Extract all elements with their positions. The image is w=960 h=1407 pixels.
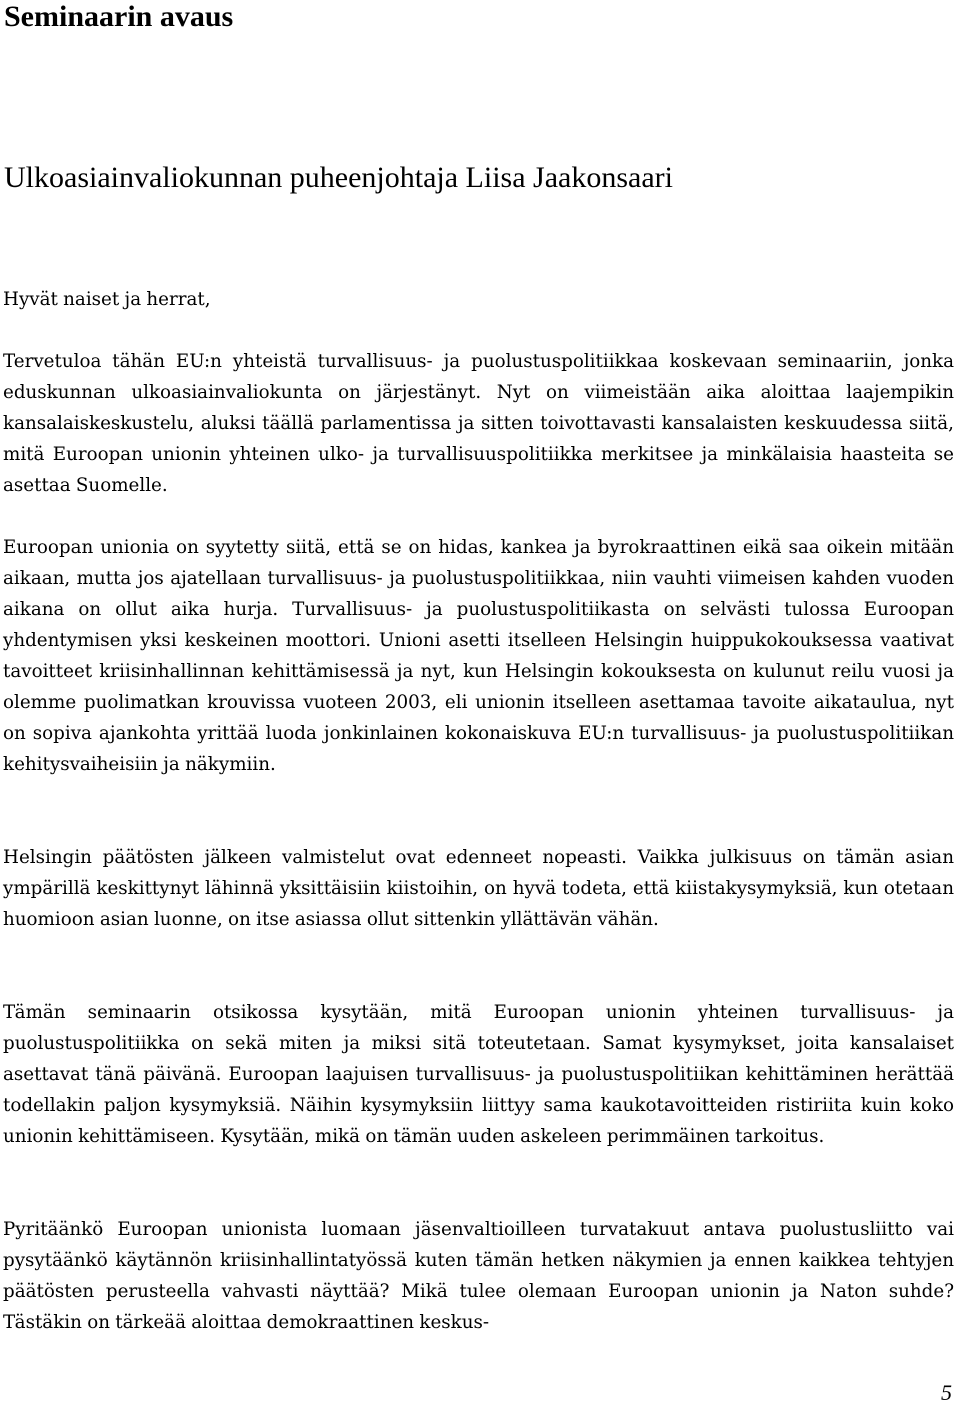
speaker-heading: Ulkoasiainvaliokunnan puheenjohtaja Liisa Jaakonsaari [4, 161, 673, 194]
paragraph [3, 997, 954, 1152]
paragraph-text: Pyritäänkö Euroopan unionista luomaan jäsenvaltioilleen turvatakuut antava puolustusliitto vai pysytäänkö käytännön kriisinhallintatyössä kuten tämän hetken näkymien ja ennen kaikkea tehtyjen päätösten perusteella vahvasti näyttää? Mikä tulee olemaan Euroopan unionin ja Naton suhde? Tästäkin on tärkeää aloittaa demokraattinen keskus- [3, 1219, 954, 1333]
paragraph [3, 532, 954, 780]
paragraph [3, 346, 954, 501]
paragraph-text: Tervetuloa tähän EU:n yhteistä turvallisuus- ja puolustuspolitiikkaa koskevaan seminaariin, jonka eduskunnan ulkoasiainvaliokunta on järjestänyt. Nyt on viimeistään aika aloittaa laajempikin kansalaiskeskustelu, aluksi täällä parlamentissa ja sitten toivottavasti kansalaisten keskuudessa siitä, mitä Euroopan unionin yhteinen ulko- ja turvallisuuspolitiikka merkitsee ja minkälaisia haasteita se asettaa Suomelle. [3, 351, 954, 496]
paragraph-text: Helsingin päätösten jälkeen valmistelut ovat edenneet nopeasti. Vaikka julkisuus on tämän asian ympärillä keskittynyt lähinnä yksittäisiin kiistoihin, on hyvä todeta, että kiistakysymyksiä, kun otetaan huomioon asian luonne, on itse asiassa ollut sittenkin yllättävän vähän. [3, 847, 954, 930]
paragraph-text: Tämän seminaarin otsikossa kysytään, mitä Euroopan unionin yhteinen turvallisuus- ja puolustuspolitiikka on sekä miten ja miksi sitä toteutetaan. Samat kysymykset, joita kansalaiset asettavat tänä päivänä. Euroopan laajuisen turvallisuus- ja puolustuspolitiikan kehittäminen herättää todellakin paljon kysymyksiä. Näihin kysymyksiin liittyy sama kaukotavoitteiden ristiriita kuin koko unionin kehittämiseen. Kysytään, mikä on tämän uuden askeleen perimmäinen tarkoitus. [3, 1002, 954, 1147]
section-title: Seminaarin avaus [4, 0, 234, 33]
paragraph [3, 1214, 954, 1338]
greeting-text: Hyvät naiset ja herrat, [3, 289, 211, 310]
greeting [3, 284, 954, 315]
paragraph-text: Euroopan unionia on syytetty siitä, että se on hidas, kankea ja byrokraattinen eikä saa oikein mitään aikaan, mutta jos ajatellaan turvallisuus- ja puolustuspolitiikkaa, niin vauhti viimeisen kahden vuoden aikana on ollut aika hurja. Turvallisuus- ja puolustuspolitiikasta on selvästi tulossa Euroopan yhdentymisen yksi keskeinen moottori. Unioni asetti itselleen Helsingin huippukokouksessa vaativat tavoitteet kriisinhallinnan kehittämisessä ja nyt, kun Helsingin kokouksesta on kulunut reilu vuosi ja olemme puolimatkan krouvissa vuoteen 2003, eli unionin itselleen asettamaa tavoite aikataulua, nyt on sopiva ajankohta yrittää luoda jonkinlainen kokonaiskuva EU:n turvallisuus- ja puolustuspolitiikan kehitysvaiheisiin ja näkymiin. [3, 537, 954, 775]
page-number: 5 [941, 1380, 952, 1405]
paragraph [3, 842, 954, 935]
